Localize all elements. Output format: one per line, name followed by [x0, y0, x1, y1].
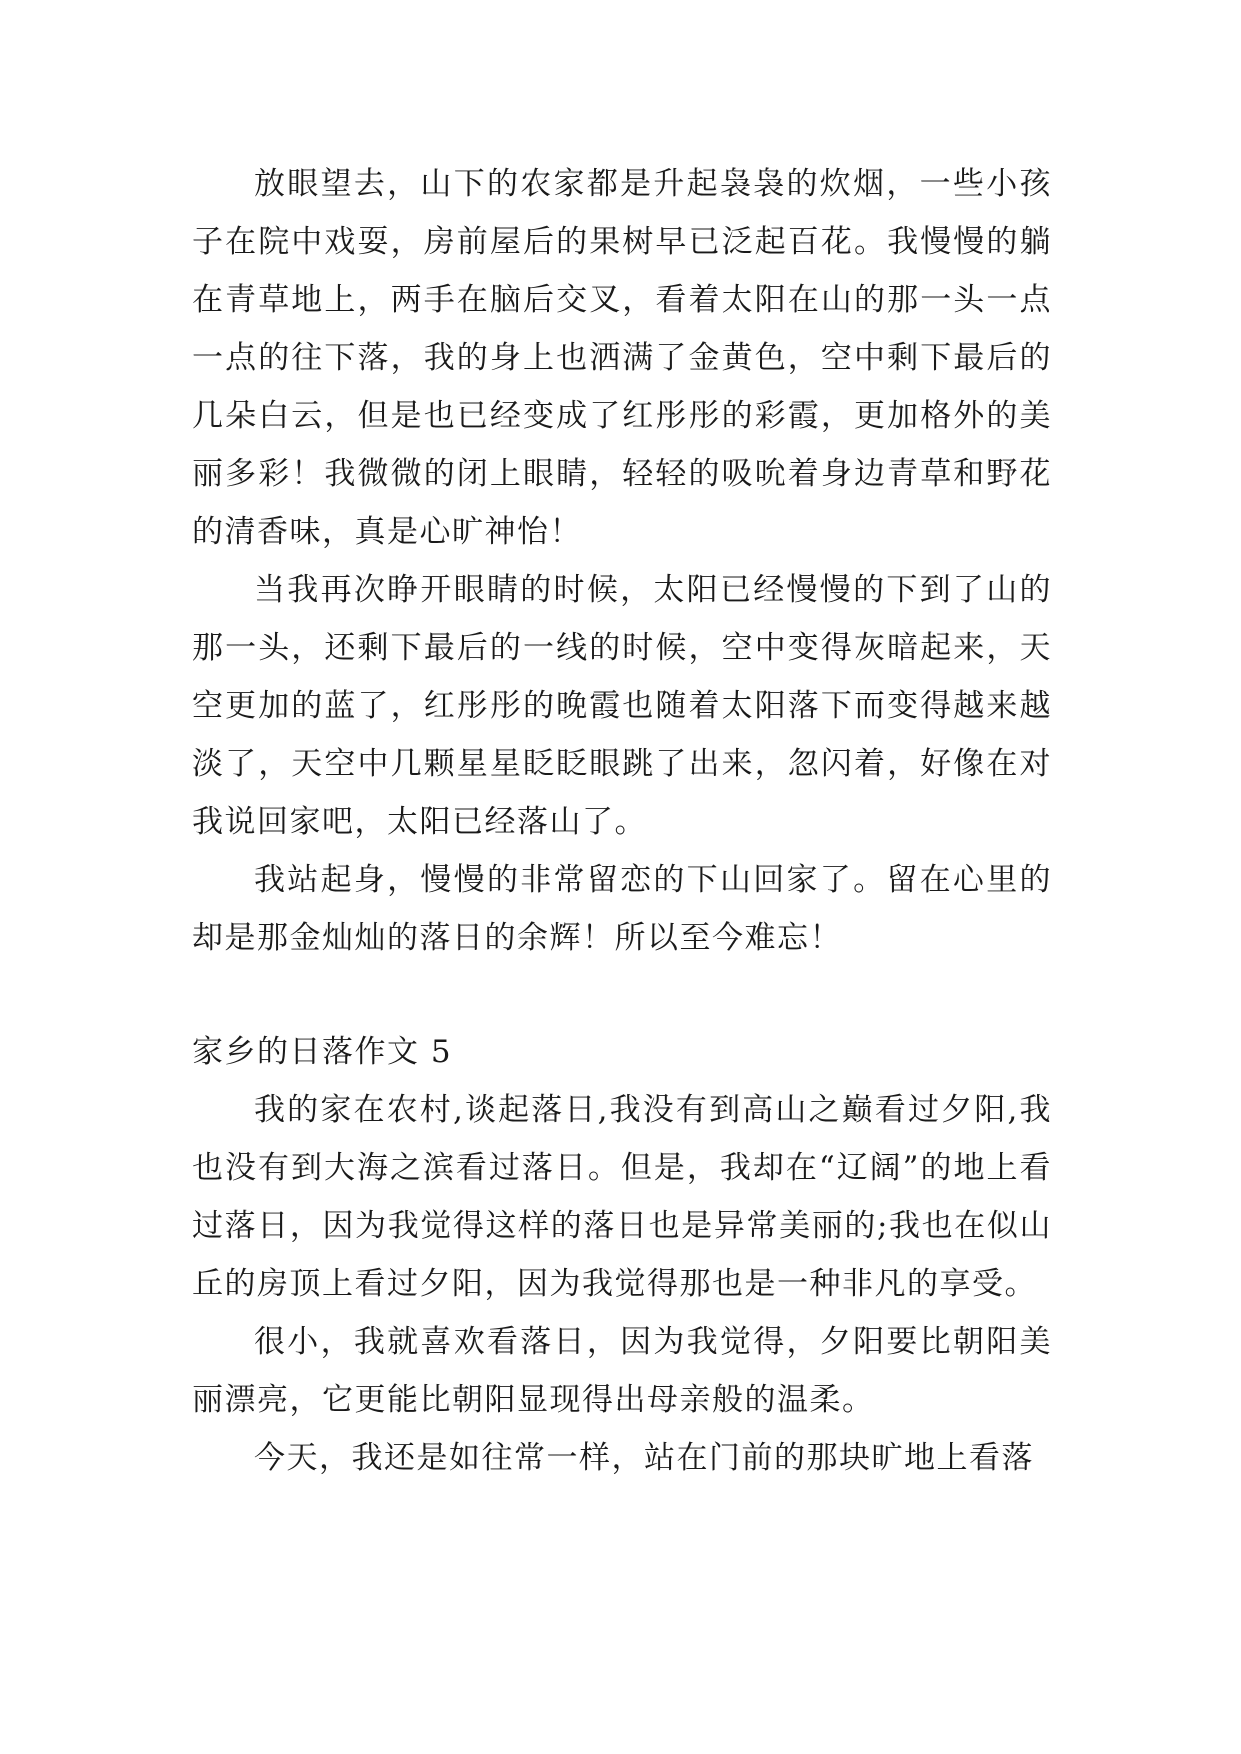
- paragraph-today: 今天，我还是如往常一样，站在门前的那块旷地上看落: [254, 1440, 1034, 1476]
- paragraph-sunset-view: 放眼望去，山下的农家都是升起袅袅的炊烟，一些小孩子在院中戏耍，房前屋后的果树早已泛起百花。我慢慢的躺在青草地上，两手在脑后交叉，看着太阳在山的那一头一点一点的往下落，我的身上也洒满了金黄色，空中剩下最后的几朵白云，但是也已经变成了红彤彤的彩霞，更加格外的美丽多彩！我微微的闭上眼睛，轻轻的吸吮着身边青草和野花的清香味，真是心旷神怡！: [192, 166, 1052, 550]
- document-page: [192, 155, 1052, 1487]
- paragraph-village-home: 我的家在农村,谈起落日,我没有到高山之巅看过夕阳,我也没有到大海之滨看过落日。但是，我却在“辽阔”的地上看过落日，因为我觉得这样的落日也是异常美丽的;我也在似山丘的房顶上看过夕阳，因为我觉得那也是一种非凡的享受。: [192, 1092, 1052, 1302]
- paragraph-eyes-open: 当我再次睁开眼睛的时候，太阳已经慢慢的下到了山的那一头，还剩下最后的一线的时候，空中变得灰暗起来，天空更加的蓝了，红彤彤的晚霞也随着太阳落下而变得越来越淡了，天空中几颗星星眨眨眼跳了出来，忽闪着，好像在对我说回家吧，太阳已经落山了。: [192, 572, 1052, 840]
- section-title: 家乡的日落作文 5: [192, 1034, 453, 1070]
- paragraph-childhood: 很小，我就喜欢看落日，因为我觉得，夕阳要比朝阳美丽漂亮，它更能比朝阳显现得出母亲般的温柔。: [192, 1324, 1052, 1418]
- paragraph-going-home: 我站起身，慢慢的非常留恋的下山回家了。留在心里的却是那金灿灿的落日的余辉！所以至今难忘！: [192, 862, 1052, 956]
